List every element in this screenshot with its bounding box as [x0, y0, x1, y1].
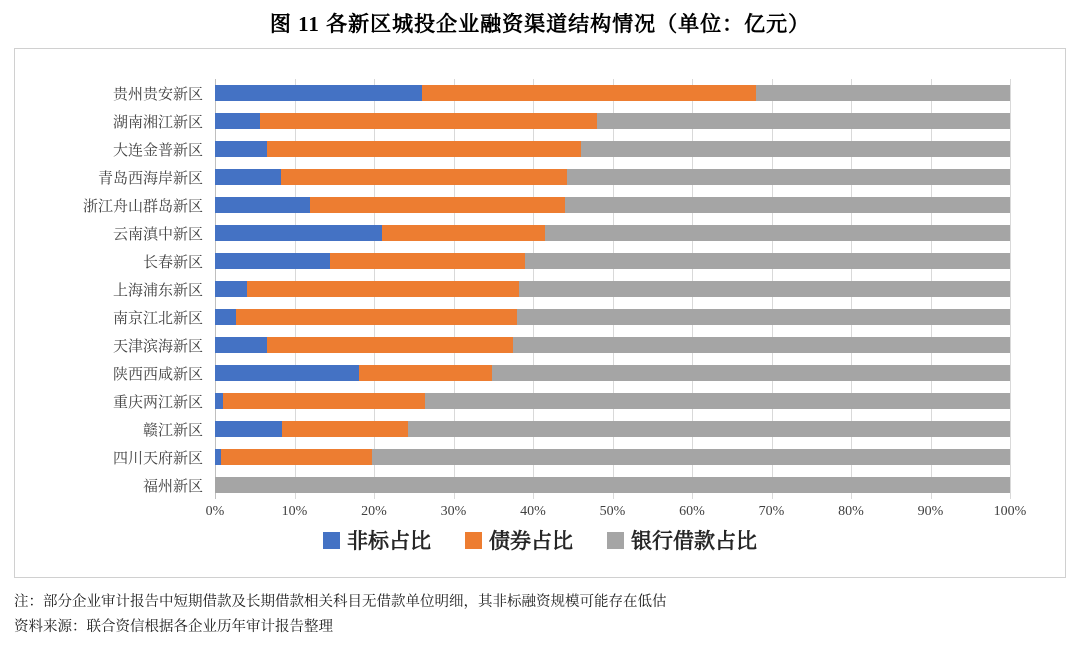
bar-segment: [513, 337, 1010, 354]
category-label: 大连金普新区: [112, 142, 203, 159]
legend-swatch-icon: [465, 532, 482, 549]
bar-segment: [215, 337, 267, 354]
bar-segment: [215, 253, 330, 270]
category-label: 赣江新区: [142, 423, 203, 439]
bar-segment: [215, 141, 267, 158]
bar-segment: [756, 85, 1010, 102]
legend-label: 银行借款占比: [631, 529, 757, 553]
value-tick-label: 20%: [361, 504, 387, 519]
bar-segment: [519, 281, 1010, 298]
chart-legend: [15, 525, 1065, 555]
bar-segment: [422, 85, 756, 102]
category-label: 贵州贵安新区: [112, 86, 203, 103]
chart-container: [14, 48, 1066, 578]
bar-segment: [267, 337, 513, 354]
table-row: [215, 197, 1010, 214]
value-tick-label: 100%: [993, 504, 1027, 519]
bar-segment: [221, 449, 371, 466]
bar-segment: [517, 309, 1010, 326]
bar-segment: [267, 141, 580, 158]
value-tick-label: 60%: [679, 504, 705, 519]
category-label: 重庆两江新区: [112, 395, 203, 411]
category-label: 上海浦东新区: [112, 283, 203, 299]
category-label: 湖南湘江新区: [112, 115, 203, 131]
bar-segment: [581, 141, 1010, 158]
bar-segment: [282, 421, 408, 438]
bar-segment: [425, 393, 1010, 410]
bar-segment: [215, 421, 282, 438]
table-row: [215, 449, 1010, 466]
category-label: 青岛西海岸新区: [97, 171, 203, 187]
bar-segment: [492, 365, 1010, 382]
note-line-2: 资料来源：联合资信根据各企业历年审计报告整理: [14, 619, 333, 636]
page-title: 图 11 各新区城投企业融资渠道结构情况（单位：亿元）: [269, 12, 811, 36]
bar-segment: [597, 113, 1010, 130]
chart-notes: [14, 590, 1066, 641]
bar-segment: [565, 197, 1010, 214]
category-label: 长春新区: [142, 254, 203, 271]
note-line-1: 注：部分企业审计报告中短期借款及长期借款相关科目无借款单位明细，其非标融资规模可能存在低估: [14, 594, 667, 610]
bar-segment: [215, 225, 382, 242]
bar-segment: [236, 309, 517, 326]
table-row: [215, 365, 1010, 382]
table-row: [215, 421, 1010, 438]
bar-segment: [545, 225, 1010, 242]
bar-segment: [215, 393, 223, 410]
value-tick-label: 90%: [917, 504, 944, 519]
value-axis-labels: [205, 504, 1027, 526]
bar-segment: [215, 113, 260, 130]
table-row: [215, 477, 1010, 494]
legend-item[interactable]: [465, 525, 573, 555]
bar-segment: [223, 393, 425, 410]
legend-label: 非标占比: [347, 529, 431, 553]
bar-segment: [215, 309, 236, 326]
bar-segment: [330, 253, 525, 270]
category-label: 浙江舟山群岛新区: [82, 199, 203, 215]
table-row: [215, 85, 1010, 102]
legend-label: 债券占比: [489, 529, 573, 553]
table-row: [215, 337, 1010, 354]
category-label: 陕西西咸新区: [112, 367, 203, 383]
legend-item[interactable]: [323, 525, 431, 555]
legend-swatch-icon: [323, 532, 340, 549]
bar-segment: [215, 477, 1010, 494]
bar-segment: [215, 169, 281, 186]
table-row: [215, 309, 1010, 326]
bar-segment: [525, 253, 1010, 270]
category-label: 福州新区: [142, 479, 203, 495]
value-tick-label: 30%: [440, 504, 467, 519]
bar-segment: [372, 449, 1010, 466]
category-label: 天津滨海新区: [112, 339, 203, 355]
legend-item[interactable]: [607, 525, 757, 555]
plot-area: [215, 79, 1010, 499]
value-tick-label: 40%: [520, 504, 546, 519]
bar-segment: [359, 365, 492, 382]
bar-segment: [281, 169, 567, 186]
bar-segment: [247, 281, 520, 298]
bar-segment: [567, 169, 1010, 186]
bar-segment: [408, 421, 1010, 438]
category-label: 四川天府新区: [112, 451, 203, 467]
bar-rows: [215, 79, 1010, 499]
category-axis-labels: [15, 79, 211, 499]
table-row: [215, 225, 1010, 242]
bar-segment: [215, 281, 247, 298]
category-label: 南京江北新区: [112, 311, 203, 327]
table-row: [215, 113, 1010, 130]
legend-swatch-icon: [607, 532, 624, 549]
value-tick-label: 50%: [599, 504, 626, 519]
table-row: [215, 281, 1010, 298]
value-tick-label: 70%: [758, 504, 785, 519]
table-row: [215, 253, 1010, 270]
value-tick-label: 80%: [838, 504, 864, 519]
bar-segment: [382, 225, 545, 242]
category-label: 云南滇中新区: [112, 227, 203, 243]
value-tick-label: 0%: [205, 504, 225, 519]
bar-segment: [215, 85, 422, 102]
bar-segment: [310, 197, 564, 214]
table-row: [215, 141, 1010, 158]
gridline: [1010, 79, 1011, 499]
bar-segment: [260, 113, 597, 130]
bar-segment: [215, 197, 310, 214]
value-tick-label: 10%: [281, 504, 308, 519]
bar-segment: [215, 365, 359, 382]
table-row: [215, 393, 1010, 410]
table-row: [215, 169, 1010, 186]
